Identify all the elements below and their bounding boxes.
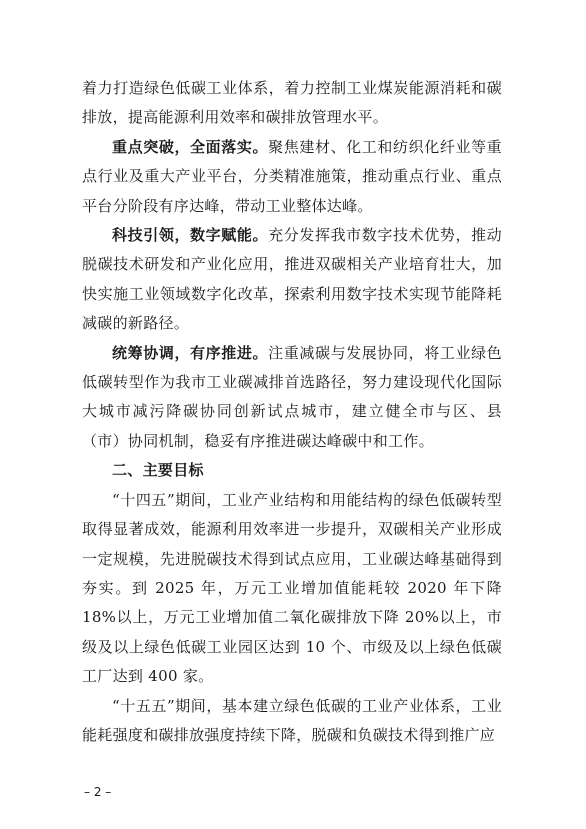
- paragraph-continued: 着力打造绿色低碳工业体系，着力控制工业煤炭能源消耗和碳排放，提高能源利用效率和碳排放管理水平。: [82, 79, 502, 127]
- paragraph-15th-plan: “十五五”期间，基本建立绿色低碳的工业产业体系，工业能耗强度和碳排放强度持续下降，脱碳和负碳技术得到推广应: [82, 696, 502, 744]
- paragraph-body: 充分发挥我市数字技术优势，推动脱碳技术研发和产业化应用，推进双碳相关产业培育壮大，加快实施工业领域数字化改革，探索利用数字技术实现节能降耗减碳的新路径。: [82, 226, 502, 333]
- paragraph-key-breakthrough: [82, 133, 502, 221]
- paragraph-lead: 科技引领，数字赋能。: [112, 226, 269, 245]
- body-text: [82, 74, 502, 750]
- paragraph-lead: 统筹协调，有序推进。: [112, 343, 269, 362]
- page-number: – 2 –: [84, 785, 112, 799]
- section-heading: 二、主要目标: [112, 461, 204, 480]
- paragraph-14th-plan: “十四五”期间，工业产业结构和用能结构的绿色低碳转型取得显著成效，能源利用效率进一步提升，双碳相关产业形成一定规模，先进脱碳技术得到试点应用，工业碳达峰基础得到夯实。到 2025 年，万元工业增加值能耗较 2020 年下降 18%以上，万元工业增加值二氧化碳排放下降 20%以上，市级及以上绿色低碳工业园区达到 10 个、市级及以上绿色低碳工厂达到 400 家。: [82, 490, 502, 686]
- paragraph-body: 注重减碳与发展协同，将工业绿色低碳转型作为我市工业碳减排首选路径，努力建设现代化国际大城市减污降碳协同创新试点城市，建立健全市与区、县（市）协同机制，稳妥有序推进碳达峰碳中和工作。: [82, 343, 502, 450]
- paragraph-lead: 重点突破，全面落实。: [112, 137, 269, 156]
- paragraph-tech-lead: [82, 221, 502, 339]
- paragraph-coordination: [82, 339, 502, 457]
- paragraph-body: 聚焦建材、化工和纺织化纤业等重点行业及重大产业平台，分类精准施策，推动重点行业、重点平台分阶段有序达峰，带动工业整体达峰。: [82, 137, 502, 215]
